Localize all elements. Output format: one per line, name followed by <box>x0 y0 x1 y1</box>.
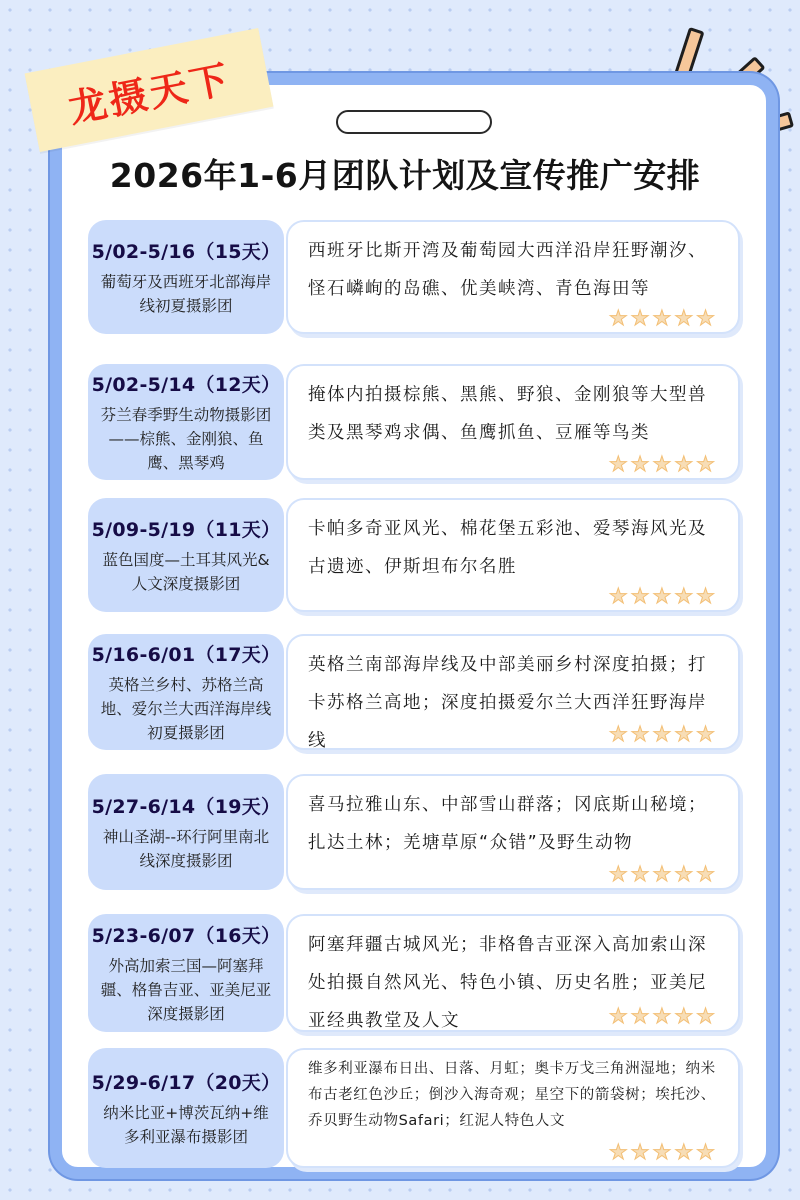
tour-summary <box>88 498 284 612</box>
tour-description: 喜马拉雅山东、中部雪山群落；冈底斯山秘境；扎达土林；羌塘草原“众错”及野生动物 <box>308 795 707 853</box>
tour-name: 英格兰乡村、苏格兰高地、爱尔兰大西洋海岸线初夏摄影团 <box>100 675 272 742</box>
tour-name: 外高加索三国—阿塞拜疆、格鲁吉亚、亚美尼亚深度摄影团 <box>100 956 272 1023</box>
tour-summary <box>88 774 284 890</box>
tour-summary <box>88 914 284 1032</box>
tour-row <box>88 498 740 612</box>
tour-dates: 5/02-5/14（12天） <box>91 373 281 396</box>
tour-description: 英格兰南部海岸线及中部美丽乡村深度拍摄；打卡苏格兰高地；深度拍摄爱尔兰大西洋狂野海岸线 <box>308 655 707 751</box>
tour-name: 葡萄牙及西班牙北部海岸线初夏摄影团 <box>100 272 272 315</box>
tour-description-box <box>286 498 740 612</box>
tour-row <box>88 774 740 890</box>
tour-name: 蓝色国度—土耳其风光&人文深度摄影团 <box>102 550 270 593</box>
star-icon: ★★★★★ <box>608 1004 718 1028</box>
tour-dates: 5/09-5/19（11天） <box>91 518 281 541</box>
decorative-pill <box>336 110 492 134</box>
tour-row <box>88 914 740 1032</box>
star-icon: ★★★★★ <box>608 1140 718 1164</box>
brand-logo-text: 龙摄天下 <box>64 56 235 131</box>
tour-description-box <box>286 220 740 334</box>
tour-description-box <box>286 1048 740 1168</box>
tour-summary <box>88 364 284 480</box>
tour-name: 芬兰春季野生动物摄影团——棕熊、金刚狼、鱼鹰、黑琴鸡 <box>100 405 272 472</box>
star-icon: ★★★★★ <box>608 452 718 476</box>
tour-description-box <box>286 914 740 1032</box>
star-icon: ★★★★★ <box>608 722 718 746</box>
star-icon: ★★★★★ <box>608 862 718 886</box>
tour-name: 纳米比亚+博茨瓦纳+维多利亚瀑布摄影团 <box>103 1103 269 1146</box>
tour-dates: 5/29-6/17（20天） <box>91 1071 281 1094</box>
tour-dates: 5/16-6/01（17天） <box>91 643 281 666</box>
tour-description: 西班牙比斯开湾及葡萄园大西洋沿岸狂野潮汐、怪石嶙峋的岛礁、优美峡湾、青色海田等 <box>308 241 707 299</box>
tour-description: 阿塞拜疆古城风光；非格鲁吉亚深入高加索山深处拍摄自然风光、特色小镇、历史名胜；亚美尼亚经典教堂及人文 <box>308 935 707 1031</box>
tour-summary <box>88 220 284 334</box>
tour-description-box <box>286 634 740 750</box>
tour-description: 掩体内拍摄棕熊、黑熊、野狼、金刚狼等大型兽类及黑琴鸡求偶、鱼鹰抓鱼、豆雁等鸟类 <box>308 385 707 443</box>
tour-summary <box>88 1048 284 1168</box>
tour-summary <box>88 634 284 750</box>
tour-name: 神山圣湖--环行阿里南北线深度摄影团 <box>102 827 270 870</box>
tour-row <box>88 220 740 334</box>
tour-row <box>88 364 740 480</box>
tour-dates: 5/27-6/14（19天） <box>91 795 281 818</box>
tour-description-box <box>286 364 740 480</box>
tour-description: 维多利亚瀑布日出、日落、月虹；奥卡万戈三角洲湿地；纳米布古老红色沙丘；倒沙入海奇观；星空下的箭袋树；埃托沙、乔贝野生动物Safari；红泥人特色人文 <box>308 1061 716 1129</box>
page-title: 2026年1-6月团队计划及宣传推广安排 <box>109 156 701 195</box>
star-icon: ★★★★★ <box>608 584 718 608</box>
tour-dates: 5/23-6/07（16天） <box>91 924 281 947</box>
star-icon: ★★★★★ <box>608 306 718 330</box>
tour-dates: 5/02-5/16（15天） <box>91 240 281 263</box>
tour-row <box>88 634 740 750</box>
tour-row <box>88 1048 740 1168</box>
tour-description: 卡帕多奇亚风光、棉花堡五彩池、爱琴海风光及古遗迹、伊斯坦布尔名胜 <box>308 519 707 577</box>
tour-description-box <box>286 774 740 890</box>
